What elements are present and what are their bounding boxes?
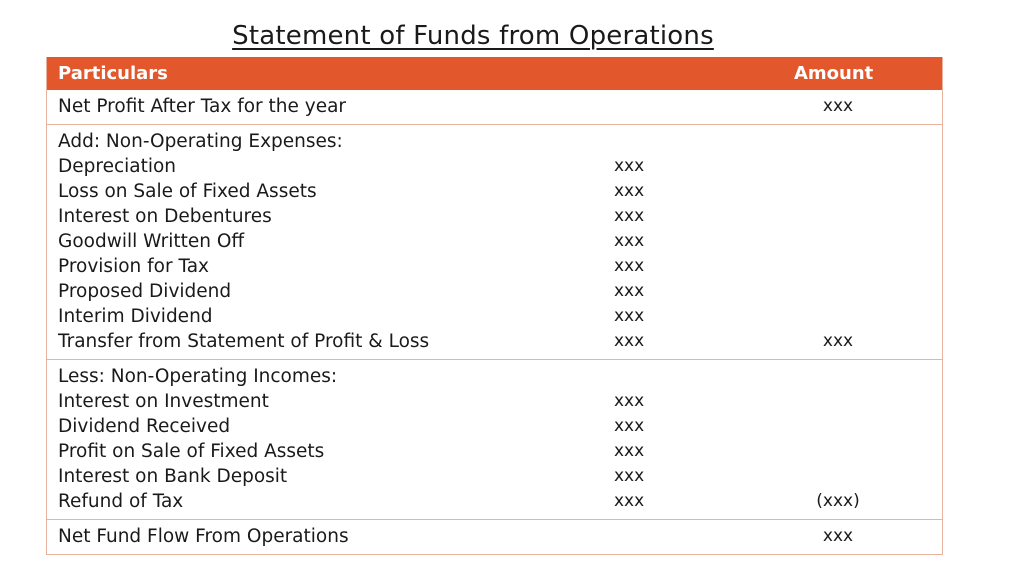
net-fund-flow-amount: xxx	[822, 526, 854, 546]
row-value: xxx	[614, 441, 645, 461]
row-label: Refund of Tax	[58, 491, 184, 512]
row-label: Profit on Sale of Fixed Assets	[58, 441, 325, 462]
table-row	[47, 229, 942, 254]
row-label: Interest on Bank Deposit	[58, 466, 288, 487]
row-value: xxx	[614, 206, 645, 226]
table-row	[47, 254, 942, 279]
table-row	[47, 179, 942, 204]
less-incomes-section	[47, 359, 942, 519]
add-section-total-amount: xxx	[822, 331, 854, 351]
row-value: xxx	[614, 306, 645, 326]
table-row	[47, 94, 942, 119]
net-profit-section	[47, 90, 942, 124]
table-row	[47, 439, 942, 464]
row-label: Interest on Debentures	[58, 206, 272, 227]
row-label: Interest on Investment	[58, 391, 269, 412]
table-row	[47, 414, 942, 439]
table-row	[47, 154, 942, 179]
less-section-heading: Less: Non-Operating Incomes:	[58, 366, 338, 387]
header-particulars: Particulars	[58, 63, 168, 84]
table-row	[47, 524, 942, 549]
table-row	[47, 329, 942, 354]
row-label: Transfer from Statement of Profit & Loss	[58, 331, 430, 352]
net-fund-flow-label: Net Fund Flow From Operations	[58, 526, 349, 547]
row-value: xxx	[614, 491, 645, 511]
title-text: Statement of Funds from Operations	[232, 21, 714, 51]
less-section-heading-row	[47, 364, 942, 389]
row-value: xxx	[614, 156, 645, 176]
funds-statement-table	[46, 57, 943, 555]
row-value: xxx	[614, 416, 645, 436]
row-value: xxx	[614, 391, 645, 411]
row-label: Proposed Dividend	[58, 281, 232, 302]
table-row	[47, 304, 942, 329]
row-value: xxx	[614, 331, 645, 351]
header-amount: Amount	[794, 63, 874, 84]
table-row	[47, 464, 942, 489]
row-value: xxx	[614, 256, 645, 276]
row-label: Dividend Received	[58, 416, 231, 437]
add-expenses-section	[47, 124, 942, 359]
net-profit-amount: xxx	[822, 96, 854, 116]
row-label: Provision for Tax	[58, 256, 209, 277]
row-value: xxx	[614, 281, 645, 301]
row-label: Loss on Sale of Fixed Assets	[58, 181, 317, 202]
add-section-heading-row	[47, 129, 942, 154]
table-header	[47, 57, 942, 90]
row-value: xxx	[614, 231, 645, 251]
table-row	[47, 389, 942, 414]
row-label: Goodwill Written Off	[58, 231, 245, 252]
row-value: xxx	[614, 466, 645, 486]
table-row	[47, 204, 942, 229]
table-row	[47, 279, 942, 304]
page-title	[0, 19, 946, 53]
row-label: Depreciation	[58, 156, 177, 177]
row-label: Interim Dividend	[58, 306, 213, 327]
add-section-heading: Add: Non-Operating Expenses:	[58, 131, 343, 152]
less-section-total-amount: (xxx)	[816, 491, 860, 511]
row-value: xxx	[614, 181, 645, 201]
table-row	[47, 489, 942, 514]
net-profit-label: Net Profit After Tax for the year	[58, 96, 347, 117]
net-fund-flow-section	[47, 519, 942, 554]
